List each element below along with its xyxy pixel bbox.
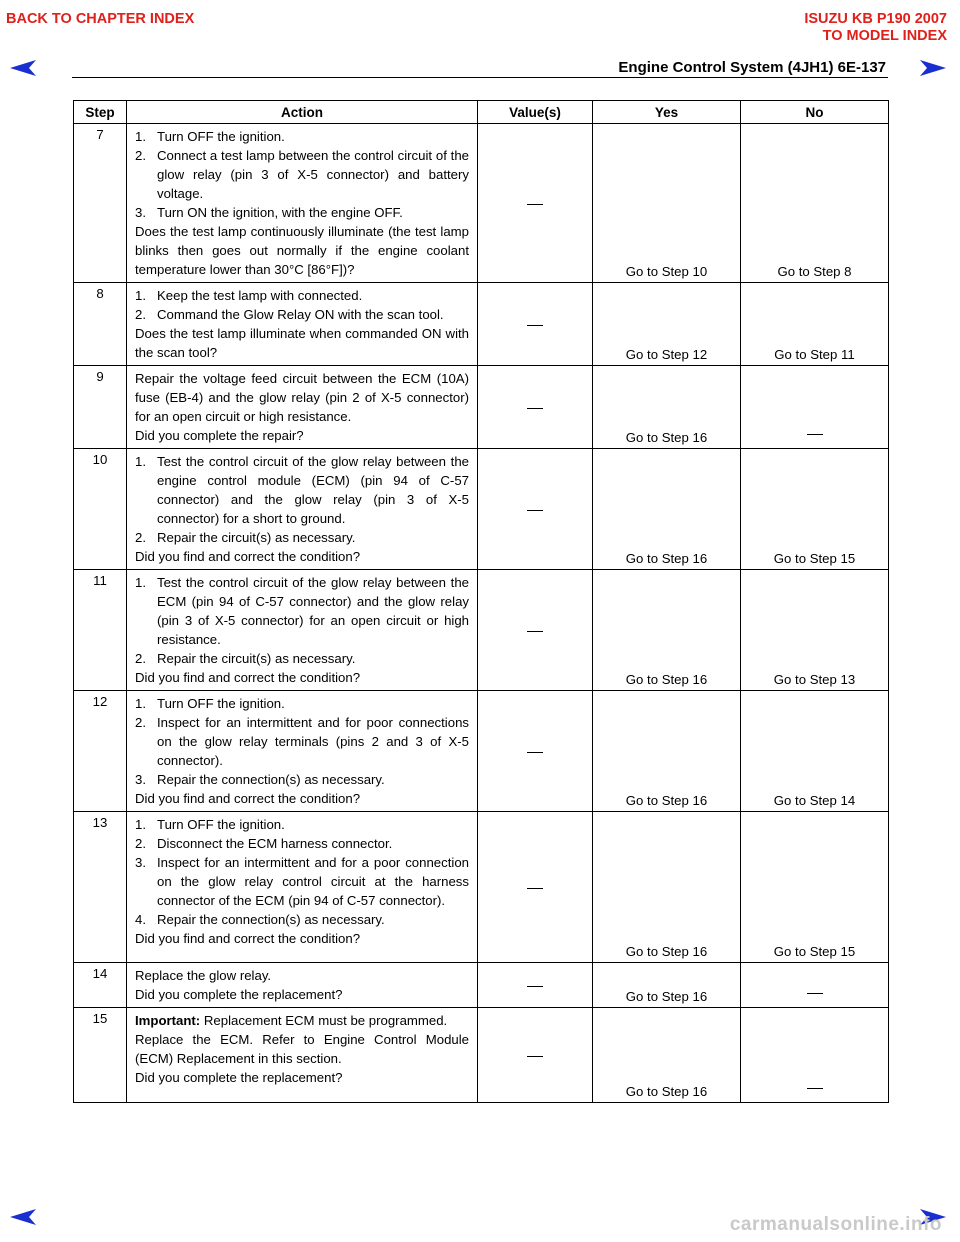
step-number: 13 <box>74 812 127 963</box>
yes-cell: Go to Step 16 <box>593 812 741 963</box>
action-step-item <box>135 649 469 668</box>
table-row <box>74 449 889 570</box>
model-name[interactable]: ISUZU KB P190 2007 <box>804 11 947 27</box>
step-number: 15 <box>74 1008 127 1103</box>
arrow-right-icon[interactable] <box>920 60 946 76</box>
value-cell <box>478 283 593 366</box>
item-text: Inspect for an intermittent and for a poor connection on the glow relay control circuit at the harness connector of the ECM (pin 94 of C-57 connector). <box>157 855 469 908</box>
value-cell <box>478 366 593 449</box>
item-text: Turn OFF the ignition. <box>157 129 285 144</box>
value-dash <box>527 408 543 409</box>
action-cell <box>127 283 478 366</box>
table-body <box>74 124 889 1103</box>
action-cell <box>127 1008 478 1103</box>
item-number: 2. <box>135 530 146 545</box>
item-number: 1. <box>135 129 146 144</box>
item-number: 1. <box>135 817 146 832</box>
important-text: Replacement ECM must be programmed. <box>203 1013 448 1028</box>
action-step-item <box>135 694 469 713</box>
action-question: Did you find and correct the condition? <box>135 670 361 685</box>
action-step-item <box>135 834 469 853</box>
action-step-item <box>135 853 469 910</box>
no-cell: Go to Step 14 <box>741 691 889 812</box>
action-step-item <box>135 528 469 547</box>
item-text: Keep the test lamp with connected. <box>157 288 363 303</box>
action-text: Replace the glow relay. <box>135 968 272 983</box>
item-text: Test the control circuit of the glow relay between the ECM (pin 94 of C-57 connector) and the glow relay (pin 3 of X-5 connector) for an open circuit or high resistance. <box>157 575 469 647</box>
item-text: Turn OFF the ignition. <box>157 817 285 832</box>
step-number: 14 <box>74 963 127 1008</box>
action-step-item <box>135 305 469 324</box>
table-row <box>74 366 889 449</box>
model-index-link[interactable] <box>804 11 947 45</box>
table-row <box>74 691 889 812</box>
action-cell <box>127 366 478 449</box>
action-question: Does the test lamp illuminate when commanded ON with the scan tool? <box>135 326 469 360</box>
value-cell <box>478 812 593 963</box>
item-text: Repair the connection(s) as necessary. <box>157 912 385 927</box>
value-cell <box>478 1008 593 1103</box>
item-text: Connect a test lamp between the control circuit of the glow relay (pin 3 of X-5 connector) and battery voltage. <box>157 148 469 201</box>
yes-cell: Go to Step 16 <box>593 449 741 570</box>
no-cell: Go to Step 15 <box>741 449 889 570</box>
step-number: 7 <box>74 124 127 283</box>
yes-cell: Go to Step 16 <box>593 1008 741 1103</box>
table-row <box>74 1008 889 1103</box>
action-step-item <box>135 286 469 305</box>
action-step-item <box>135 713 469 770</box>
action-question: Did you complete the replacement? <box>135 987 343 1002</box>
no-cell: Go to Step 8 <box>741 124 889 283</box>
item-text: Command the Glow Relay ON with the scan tool. <box>157 307 444 322</box>
to-model-index[interactable]: TO MODEL INDEX <box>822 28 947 44</box>
table-row <box>74 283 889 366</box>
no-dash <box>807 434 823 435</box>
action-text: Replace the ECM. Refer to Engine Control Module (ECM) Replacement in this section. <box>135 1032 469 1066</box>
yes-cell: Go to Step 16 <box>593 963 741 1008</box>
item-number: 2. <box>135 307 146 322</box>
step-number: 10 <box>74 449 127 570</box>
item-text: Disconnect the ECM harness connector. <box>157 836 393 851</box>
no-cell: Go to Step 11 <box>741 283 889 366</box>
item-text: Turn OFF the ignition. <box>157 696 285 711</box>
no-cell <box>741 366 889 449</box>
value-cell <box>478 691 593 812</box>
yes-cell: Go to Step 16 <box>593 691 741 812</box>
value-dash <box>527 510 543 511</box>
item-text: Repair the connection(s) as necessary. <box>157 772 385 787</box>
step-number: 11 <box>74 570 127 691</box>
value-dash <box>527 204 543 205</box>
action-step-item <box>135 127 469 146</box>
page-header-title: Engine Control System (4JH1) 6E-137 <box>618 59 886 76</box>
table-header-row <box>74 101 889 124</box>
no-dash <box>807 1088 823 1089</box>
item-number: 3. <box>135 205 146 220</box>
important-label: Important: <box>135 1013 201 1028</box>
table-row <box>74 570 889 691</box>
no-cell: Go to Step 15 <box>741 812 889 963</box>
action-step-item <box>135 815 469 834</box>
action-question: Did you find and correct the condition? <box>135 549 361 564</box>
no-cell <box>741 1008 889 1103</box>
yes-cell: Go to Step 12 <box>593 283 741 366</box>
yes-cell: Go to Step 16 <box>593 570 741 691</box>
item-text: Test the control circuit of the glow relay between the engine control module (ECM) (pin 94 of C-57 connector) and the glow relay (pin 3 of X-5 connector) for a short to ground. <box>157 454 469 526</box>
col-yes-header: Yes <box>593 101 741 124</box>
yes-cell: Go to Step 10 <box>593 124 741 283</box>
col-action-header: Action <box>127 101 478 124</box>
no-dash <box>807 993 823 994</box>
item-number: 3. <box>135 772 146 787</box>
value-dash <box>527 752 543 753</box>
table-row <box>74 963 889 1008</box>
action-question: Did you find and correct the condition? <box>135 931 361 946</box>
action-question: Does the test lamp continuously illuminate (the test lamp blinks then goes out normally if the engine coolant temperature lower than 30°C [86°F])? <box>135 224 469 277</box>
header-divider <box>72 77 888 78</box>
value-cell <box>478 124 593 283</box>
action-step-item <box>135 770 469 789</box>
action-cell <box>127 963 478 1008</box>
col-step-header: Step <box>74 101 127 124</box>
action-step-item <box>135 573 469 649</box>
item-number: 2. <box>135 651 146 666</box>
value-cell <box>478 449 593 570</box>
action-cell <box>127 449 478 570</box>
value-dash <box>527 888 543 889</box>
yes-cell: Go to Step 16 <box>593 366 741 449</box>
value-cell <box>478 963 593 1008</box>
action-step-item <box>135 203 469 222</box>
step-number: 12 <box>74 691 127 812</box>
item-number: 2. <box>135 836 146 851</box>
action-step-item <box>135 452 469 528</box>
item-number: 4. <box>135 912 146 927</box>
item-number: 1. <box>135 575 146 590</box>
value-dash <box>527 325 543 326</box>
item-number: 2. <box>135 715 146 730</box>
back-to-chapter-index-link[interactable]: BACK TO CHAPTER INDEX <box>6 11 195 27</box>
arrow-left-icon[interactable] <box>10 60 36 76</box>
item-number: 1. <box>135 454 146 469</box>
item-text: Repair the circuit(s) as necessary. <box>157 530 356 545</box>
action-question: Did you complete the repair? <box>135 428 304 443</box>
item-number: 1. <box>135 696 146 711</box>
table-row <box>74 812 889 963</box>
value-dash <box>527 986 543 987</box>
action-cell <box>127 691 478 812</box>
value-dash <box>527 631 543 632</box>
action-question: Did you find and correct the condition? <box>135 791 361 806</box>
col-no-header: No <box>741 101 889 124</box>
important-note <box>135 1011 469 1030</box>
action-question: Did you complete the replacement? <box>135 1070 343 1085</box>
step-number: 8 <box>74 283 127 366</box>
action-cell <box>127 812 478 963</box>
item-number: 1. <box>135 288 146 303</box>
table-row <box>74 124 889 283</box>
arrow-left-icon[interactable] <box>10 1209 36 1225</box>
no-cell <box>741 963 889 1008</box>
action-step-item <box>135 146 469 203</box>
item-text: Repair the circuit(s) as necessary. <box>157 651 356 666</box>
diagnostic-table <box>73 100 889 1103</box>
step-number: 9 <box>74 366 127 449</box>
item-number: 2. <box>135 148 146 163</box>
item-number: 3. <box>135 855 146 870</box>
value-cell <box>478 570 593 691</box>
watermark: carmanualsonline.info <box>729 1214 942 1235</box>
action-cell <box>127 570 478 691</box>
value-dash <box>527 1056 543 1057</box>
action-cell <box>127 124 478 283</box>
action-text: Repair the voltage feed circuit between the ECM (10A) fuse (EB-4) and the glow relay (pin 2 of X-5 connector) for an open circuit or high resistance. <box>135 371 469 424</box>
col-values-header: Value(s) <box>478 101 593 124</box>
item-text: Turn ON the ignition, with the engine OFF. <box>157 205 403 220</box>
action-step-item <box>135 910 469 929</box>
no-cell: Go to Step 13 <box>741 570 889 691</box>
item-text: Inspect for an intermittent and for poor connections on the glow relay terminals (pins 2 and 3 of X-5 connector). <box>157 715 469 768</box>
